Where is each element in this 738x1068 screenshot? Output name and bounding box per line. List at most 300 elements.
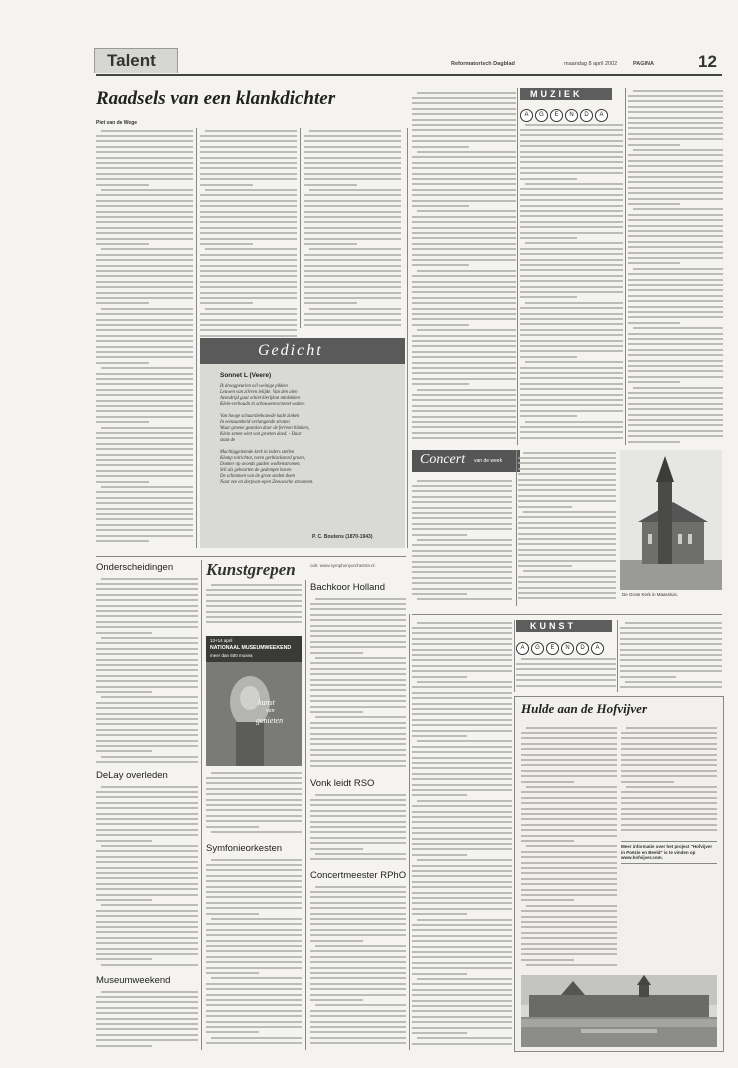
text-line-placeholder	[310, 635, 406, 637]
text-line-placeholder	[96, 872, 198, 874]
text-line-placeholder	[520, 356, 577, 358]
text-line-placeholder	[96, 437, 193, 439]
text-line-placeholder	[412, 746, 512, 748]
text-line-placeholder	[206, 1010, 302, 1012]
text-line-placeholder	[206, 934, 302, 936]
main-article-col3	[304, 128, 401, 328]
text-line-placeholder	[96, 702, 198, 704]
text-line-placeholder	[96, 745, 198, 747]
text-line-placeholder	[96, 459, 193, 461]
text-line-placeholder	[412, 523, 512, 525]
text-line-placeholder	[412, 811, 512, 813]
text-line-placeholder	[520, 399, 623, 401]
text-line-placeholder	[412, 816, 512, 818]
text-line-placeholder	[96, 910, 198, 912]
text-line-placeholder	[96, 937, 198, 939]
text-line-placeholder	[412, 566, 512, 568]
text-line-placeholder	[628, 192, 723, 194]
text-line-placeholder	[520, 404, 623, 406]
text-line-placeholder	[96, 680, 198, 682]
text-line-placeholder	[521, 889, 617, 891]
poem-title: Sonnet L (Veere)	[220, 372, 272, 379]
text-line-placeholder	[96, 599, 198, 601]
text-line-placeholder	[211, 772, 302, 774]
text-line-placeholder	[310, 799, 406, 801]
text-line-placeholder	[412, 534, 467, 536]
text-line-placeholder	[521, 770, 617, 772]
masthead	[96, 48, 722, 76]
text-line-placeholder	[96, 729, 198, 731]
text-line-placeholder	[412, 113, 516, 115]
text-line-placeholder	[310, 695, 406, 697]
text-line-placeholder	[206, 594, 302, 596]
text-line-placeholder	[417, 978, 512, 980]
text-line-placeholder	[628, 441, 680, 443]
text-line-placeholder	[200, 270, 297, 272]
text-line-placeholder	[206, 929, 302, 931]
text-line-placeholder	[310, 967, 406, 969]
text-line-placeholder	[96, 146, 193, 148]
text-line-placeholder	[101, 578, 198, 580]
text-line-placeholder	[518, 516, 616, 518]
text-line-placeholder	[621, 781, 674, 783]
text-line-placeholder	[206, 820, 302, 822]
text-line-placeholder	[412, 281, 516, 283]
text-line-placeholder	[206, 600, 302, 602]
text-line-placeholder	[96, 813, 198, 815]
concert-banner-sub: van de week	[474, 458, 503, 464]
text-line-placeholder	[412, 751, 512, 753]
text-line-placeholder	[521, 856, 617, 858]
text-line-placeholder	[412, 827, 512, 829]
text-line-placeholder	[304, 265, 401, 267]
text-line-placeholder	[628, 311, 723, 313]
text-line-placeholder	[621, 797, 717, 799]
text-line-placeholder	[200, 297, 297, 299]
text-line-placeholder	[96, 583, 198, 585]
text-line-placeholder	[96, 394, 193, 396]
text-line-placeholder	[200, 146, 297, 148]
text-line-placeholder	[628, 408, 723, 410]
text-line-placeholder	[412, 302, 516, 304]
text-line-placeholder	[96, 464, 193, 466]
text-line-placeholder	[412, 593, 467, 595]
text-line-placeholder	[520, 367, 623, 369]
text-line-placeholder	[412, 805, 512, 807]
text-line-placeholder	[412, 875, 512, 877]
text-line-placeholder	[525, 361, 623, 363]
text-line-placeholder	[310, 815, 406, 817]
text-line-placeholder	[520, 167, 623, 169]
text-line-placeholder	[412, 129, 516, 131]
text-line-placeholder	[96, 151, 193, 153]
text-line-placeholder	[310, 923, 406, 925]
text-line-placeholder	[526, 905, 617, 907]
text-line-placeholder	[628, 435, 723, 437]
text-line-placeholder	[304, 319, 401, 321]
poem-line: Naar zee en dorpvan-open Zeeuwsche stroomen.	[220, 480, 314, 485]
text-line-placeholder	[521, 808, 617, 810]
text-line-placeholder	[520, 140, 623, 142]
text-line-placeholder	[521, 862, 617, 864]
text-line-placeholder	[96, 1001, 198, 1003]
text-line-placeholder	[211, 918, 302, 920]
text-line-placeholder	[518, 489, 616, 491]
text-line-placeholder	[521, 743, 617, 745]
text-line-placeholder	[96, 211, 193, 213]
poem-line: staat de	[220, 438, 236, 443]
text-line-placeholder	[628, 235, 723, 237]
poem-line: In eenzaamheid verlangende straten	[220, 420, 290, 425]
text-line-placeholder	[304, 281, 401, 283]
text-line-placeholder	[310, 821, 406, 823]
text-line-placeholder	[516, 679, 616, 681]
text-line-placeholder	[96, 362, 149, 364]
text-line-placeholder	[412, 994, 512, 996]
text-line-placeholder	[96, 389, 193, 391]
text-line-placeholder	[412, 1032, 467, 1034]
symfonie-text	[206, 857, 302, 1049]
text-line-placeholder	[96, 481, 149, 483]
text-line-placeholder	[628, 219, 723, 221]
text-line-placeholder	[633, 327, 723, 329]
text-line-placeholder	[101, 756, 198, 758]
text-line-placeholder	[628, 138, 723, 140]
kunst-agenda-letter: A	[591, 642, 604, 655]
text-line-placeholder	[206, 793, 302, 795]
text-line-placeholder	[200, 173, 297, 175]
text-line-placeholder	[412, 778, 512, 780]
text-line-placeholder	[412, 713, 512, 715]
text-line-placeholder	[417, 539, 512, 541]
museum-ad-date: 13+14 april	[210, 638, 233, 643]
text-line-placeholder	[96, 432, 193, 434]
text-line-placeholder	[206, 940, 302, 942]
text-line-placeholder	[200, 162, 297, 164]
text-line-placeholder	[96, 829, 198, 831]
text-line-placeholder	[96, 227, 193, 229]
text-line-placeholder	[526, 727, 617, 729]
text-line-placeholder	[96, 135, 193, 137]
text-line-placeholder	[310, 913, 406, 915]
text-line-placeholder	[628, 284, 723, 286]
text-line-placeholder	[412, 1027, 512, 1029]
poem-line: Ik droogpeurlen wil weinige pikken	[220, 384, 288, 389]
text-line-placeholder	[520, 286, 623, 288]
text-line-placeholder	[520, 161, 623, 163]
text-line-placeholder	[412, 967, 512, 969]
text-line-placeholder	[310, 940, 363, 942]
text-line-placeholder	[310, 722, 406, 724]
text-line-placeholder	[310, 733, 406, 735]
text-line-placeholder	[412, 649, 512, 651]
text-line-placeholder	[412, 248, 516, 250]
text-line-placeholder	[628, 160, 723, 162]
text-line-placeholder	[200, 324, 297, 326]
muziek-agenda-col2	[628, 88, 723, 445]
text-line-placeholder	[628, 343, 723, 345]
text-line-placeholder	[520, 232, 623, 234]
text-line-placeholder	[518, 581, 616, 583]
page-number: 12	[698, 52, 717, 71]
text-line-placeholder	[412, 762, 512, 764]
text-line-placeholder	[628, 246, 723, 248]
text-line-placeholder	[412, 676, 467, 678]
text-line-placeholder	[412, 892, 512, 894]
text-line-placeholder	[200, 243, 253, 245]
text-line-placeholder	[96, 818, 198, 820]
text-line-placeholder	[96, 718, 198, 720]
text-line-placeholder	[310, 988, 406, 990]
text-line-placeholder	[200, 286, 297, 288]
text-line-placeholder	[412, 1010, 512, 1012]
text-line-placeholder	[206, 777, 302, 779]
text-line-placeholder	[206, 809, 302, 811]
text-line-placeholder	[310, 994, 406, 996]
text-line-placeholder	[520, 437, 623, 439]
text-line-placeholder	[304, 254, 401, 256]
text-line-placeholder	[628, 300, 723, 302]
text-line-placeholder	[520, 334, 623, 336]
text-line-placeholder	[628, 117, 723, 119]
text-line-placeholder	[206, 589, 302, 591]
vonk-text	[310, 792, 406, 866]
text-line-placeholder	[620, 649, 722, 651]
text-line-placeholder	[96, 140, 193, 142]
text-line-placeholder	[412, 162, 516, 164]
text-line-placeholder	[310, 804, 406, 806]
text-line-placeholder	[520, 410, 623, 412]
museum-ad	[206, 636, 302, 766]
text-line-placeholder	[310, 689, 406, 691]
text-line-placeholder	[412, 345, 516, 347]
text-line-placeholder	[520, 318, 623, 320]
museum-ad-title: NATIONAAL MUSEUMWEEKEND	[210, 645, 292, 651]
text-line-placeholder	[520, 129, 623, 131]
text-line-placeholder	[520, 323, 623, 325]
poem-banner-text: Gedicht	[258, 342, 323, 359]
text-line-placeholder	[309, 130, 401, 132]
text-line-placeholder	[523, 570, 616, 572]
text-line-placeholder	[516, 685, 616, 687]
text-line-placeholder	[516, 663, 616, 665]
text-line-placeholder	[521, 851, 617, 853]
text-line-placeholder	[96, 497, 193, 499]
text-line-placeholder	[621, 775, 717, 777]
text-line-placeholder	[412, 730, 512, 732]
text-line-placeholder	[206, 782, 302, 784]
museum-ad-word2: van	[266, 708, 275, 714]
text-line-placeholder	[96, 281, 193, 283]
museumweekend-subhead: Museumweekend	[96, 975, 171, 986]
text-line-placeholder	[412, 221, 516, 223]
text-line-placeholder	[412, 335, 516, 337]
text-line-placeholder	[96, 807, 198, 809]
text-line-placeholder	[412, 318, 516, 320]
text-line-placeholder	[628, 414, 723, 416]
text-line-placeholder	[521, 775, 617, 777]
text-line-placeholder	[520, 194, 623, 196]
text-line-placeholder	[417, 210, 516, 212]
text-line-placeholder	[206, 616, 302, 618]
text-line-placeholder	[309, 308, 401, 310]
text-line-placeholder	[211, 1037, 302, 1039]
text-line-placeholder	[101, 904, 198, 906]
text-line-placeholder	[412, 973, 467, 975]
text-line-placeholder	[96, 319, 193, 321]
text-line-placeholder	[412, 561, 512, 563]
text-line-placeholder	[101, 189, 193, 191]
text-line-placeholder	[518, 495, 616, 497]
text-line-placeholder	[520, 377, 623, 379]
text-line-placeholder	[412, 924, 512, 926]
text-line-placeholder	[205, 308, 297, 310]
muziek-agenda-header	[520, 88, 615, 118]
text-line-placeholder	[200, 259, 297, 261]
text-line-placeholder	[206, 983, 302, 985]
text-line-placeholder	[96, 1023, 198, 1025]
text-line-placeholder	[310, 625, 406, 627]
main-byline: Piet van de Wege	[96, 120, 138, 126]
text-line-placeholder	[412, 929, 512, 931]
text-line-placeholder	[518, 462, 616, 464]
text-line-placeholder	[315, 657, 406, 659]
text-line-placeholder	[620, 676, 676, 678]
text-line-placeholder	[96, 518, 193, 520]
text-line-placeholder	[96, 642, 198, 644]
text-line-placeholder	[521, 899, 574, 901]
text-line-placeholder	[310, 929, 406, 931]
text-line-placeholder	[518, 522, 616, 524]
text-line-placeholder	[412, 940, 512, 942]
text-line-placeholder	[96, 162, 193, 164]
text-line-placeholder	[304, 270, 401, 272]
text-line-placeholder	[621, 813, 717, 815]
text-line-placeholder	[310, 950, 406, 952]
page-label: PAGINA	[633, 61, 654, 67]
text-line-placeholder	[520, 210, 623, 212]
muziek-agenda-letter: A	[595, 109, 608, 122]
text-line-placeholder	[520, 151, 623, 153]
text-line-placeholder	[412, 784, 512, 786]
text-line-placeholder	[200, 302, 253, 304]
text-line-placeholder	[101, 130, 193, 132]
muziek-agenda-letter: G	[535, 109, 548, 122]
text-line-placeholder	[412, 757, 512, 759]
text-line-placeholder	[310, 977, 406, 979]
symfonie-subhead: Symfonieorkesten	[206, 843, 283, 854]
text-line-placeholder	[412, 703, 512, 705]
text-line-placeholder	[518, 479, 616, 481]
text-line-placeholder	[516, 668, 616, 670]
text-line-placeholder	[96, 254, 193, 256]
text-line-placeholder	[412, 367, 516, 369]
text-line-placeholder	[206, 972, 259, 974]
text-line-placeholder	[417, 919, 512, 921]
text-line-placeholder	[96, 761, 198, 763]
text-line-placeholder	[96, 621, 198, 623]
text-line-placeholder	[620, 627, 722, 629]
text-line-placeholder	[620, 638, 722, 640]
text-line-placeholder	[200, 313, 297, 315]
text-line-placeholder	[304, 151, 401, 153]
text-line-placeholder	[304, 146, 401, 148]
text-line-placeholder	[96, 867, 198, 869]
poem-line: Leuwen van zilvren lelijde. Van den alen	[220, 390, 298, 395]
text-line-placeholder	[304, 140, 401, 142]
text-line-placeholder	[412, 496, 512, 498]
text-line-placeholder	[412, 108, 516, 110]
text-line-placeholder	[101, 786, 198, 788]
text-line-placeholder	[412, 865, 512, 867]
text-line-placeholder	[523, 452, 616, 454]
text-line-placeholder	[206, 886, 302, 888]
text-line-placeholder	[412, 1021, 512, 1023]
text-line-placeholder	[200, 135, 297, 137]
text-line-placeholder	[520, 178, 577, 180]
poem-line: Van hooge schaarsbebouwde kade zinken	[220, 414, 300, 419]
text-line-placeholder	[96, 346, 193, 348]
text-line-placeholder	[412, 935, 512, 937]
text-line-placeholder	[96, 200, 193, 202]
text-line-placeholder	[621, 748, 717, 750]
poem-line: Machtiggeleimde kerk in ieders stellen	[220, 450, 295, 455]
text-line-placeholder	[412, 351, 516, 353]
text-line-placeholder	[96, 292, 193, 294]
text-line-placeholder	[412, 97, 516, 99]
text-line-placeholder	[206, 799, 302, 801]
text-line-placeholder	[304, 324, 401, 326]
text-line-placeholder	[200, 254, 297, 256]
text-line-placeholder	[96, 899, 152, 901]
text-line-placeholder	[206, 913, 259, 915]
text-line-placeholder	[101, 991, 198, 993]
text-line-placeholder	[412, 194, 516, 196]
text-line-placeholder	[101, 308, 193, 310]
text-line-placeholder	[633, 90, 723, 92]
text-line-placeholder	[96, 178, 193, 180]
text-line-placeholder	[206, 611, 302, 613]
text-line-placeholder	[628, 176, 723, 178]
hofvijver-photo	[521, 975, 717, 1047]
text-line-placeholder	[96, 221, 193, 223]
text-line-placeholder	[520, 280, 623, 282]
text-line-placeholder	[200, 157, 297, 159]
text-line-placeholder	[412, 654, 512, 656]
muziek-agenda-letter: A	[520, 109, 533, 122]
text-line-placeholder	[520, 156, 623, 158]
text-line-placeholder	[412, 821, 512, 823]
text-line-placeholder	[412, 1000, 512, 1002]
text-line-placeholder	[310, 743, 406, 745]
text-line-placeholder	[628, 95, 723, 97]
bachkoor-subhead: Bachkoor Holland	[310, 582, 385, 593]
text-line-placeholder	[206, 896, 302, 898]
text-line-placeholder	[412, 735, 467, 737]
kunst-label: KUNST	[516, 620, 612, 632]
text-line-placeholder	[412, 582, 512, 584]
text-line-placeholder	[310, 754, 406, 756]
text-line-placeholder	[206, 956, 302, 958]
museum-ad-word1: kunst	[258, 698, 275, 707]
text-line-placeholder	[96, 707, 198, 709]
text-line-placeholder	[412, 200, 516, 202]
text-line-placeholder	[96, 669, 198, 671]
text-line-placeholder	[310, 842, 406, 844]
newspaper-name: Reformatorisch Dagblad	[451, 61, 515, 67]
text-line-placeholder	[96, 324, 193, 326]
kunstgrepen-col1-lower	[206, 770, 302, 840]
